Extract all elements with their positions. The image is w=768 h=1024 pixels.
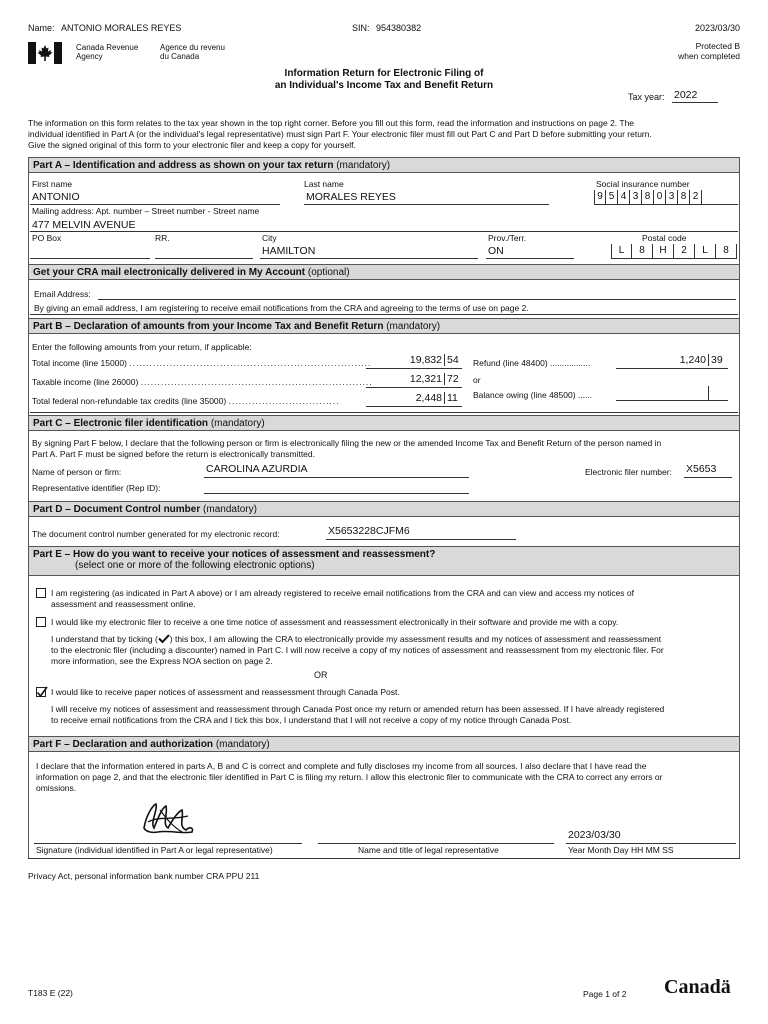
credits-label: Total federal non-refundable tax credits (line 35000) ................................. <box>32 396 340 406</box>
tax-year-value: 2022 <box>674 89 698 101</box>
part-b-bottom <box>30 412 738 413</box>
part-f-text <box>36 761 736 794</box>
postal-cells <box>611 244 737 258</box>
option-paper-note <box>51 704 739 726</box>
postal-char: L <box>695 244 716 258</box>
myaccount-divider <box>30 314 738 315</box>
prov-label: Prov./Terr. <box>488 233 527 243</box>
refund-dollars: 1,240 <box>679 354 706 366</box>
part-e-heading <box>28 546 740 576</box>
sin-digit: 5 <box>606 190 618 204</box>
taxable-income-label: Taxable income (line 26000) ..................................................................... <box>32 377 373 387</box>
name-title-label: Name and title of legal representative <box>358 845 499 855</box>
part-c-line1: By signing Part F below, I declare that the following person or firm is electronically filing the new or the amended Income Tax and Benefit Return of the person named in <box>32 438 662 448</box>
dcn-underline <box>326 539 516 540</box>
protected-line2: when completed <box>678 51 740 61</box>
canada-flag-icon <box>28 42 62 64</box>
rep-id-label: Representative identifier (Rep ID): <box>32 483 161 493</box>
total-income-label: Total income (line 15000) ........................................................................ <box>32 358 372 368</box>
form-bottom-border <box>28 858 740 859</box>
postal-char: H <box>653 244 674 258</box>
part-f-line2: information on page 2, and that the electronic filer identified in Part C is filing my return. I allow this electronic filer to communicate with the CRA to correct any errors or <box>36 772 663 782</box>
sin-digit: 3 <box>666 190 678 204</box>
sin-digit: 4 <box>618 190 630 204</box>
taxable-income-text: Taxable income (line 26000) <box>32 377 139 387</box>
sin-digit: 2 <box>690 190 702 204</box>
person-label: Name of person or firm: <box>32 467 122 477</box>
header-sin-value: 954380382 <box>376 23 422 33</box>
option2-note-1b: ) this box, I am allowing the CRA to electronically provide my assessment results and my notices of assessment and reassessment <box>169 634 662 644</box>
last-name-label: Last name <box>304 179 344 189</box>
refund-label: Refund (line 48400) ................. <box>473 358 591 368</box>
or-label: or <box>473 375 481 385</box>
email-note: By giving an email address, I am registering to receive email notifications from the CRA and agreeing to the terms of use on page 2. <box>34 303 529 313</box>
prov-underline <box>486 258 574 259</box>
option-email-notices-text <box>51 588 739 610</box>
taxable-income-underline <box>366 387 462 388</box>
sin-underline <box>594 204 738 205</box>
header-sin <box>352 23 421 33</box>
person-underline <box>204 477 469 478</box>
credits-text: Total federal non-refundable tax credits (line 35000) <box>32 396 227 406</box>
city-label: City <box>262 233 277 243</box>
part-e-subtitle: (select one or more of the following electronic options) <box>75 560 315 571</box>
option3-note-line1: I will receive my notices of assessment and reassessment through Canada Post once my return or amended return has been assessed. If I have already registered <box>51 704 665 714</box>
protected-line1: Protected B <box>695 41 740 51</box>
agency-fr-line2: du Canada <box>160 52 200 61</box>
rep-id-underline <box>204 493 469 494</box>
part-f-line3: omissions. <box>36 783 77 793</box>
tax-year-label: Tax year: <box>628 92 665 102</box>
part-b-heading <box>28 318 740 334</box>
header-name-label: Name: <box>28 23 55 33</box>
date-format-label: Year Month Day HH MM SS <box>568 845 674 855</box>
part-b-mandatory: (mandatory) <box>386 321 441 332</box>
efiler-label: Electronic filer number: <box>585 467 672 477</box>
prov-value: ON <box>488 245 504 257</box>
option2-note-line1 <box>51 634 739 645</box>
part-c-title: Part C – Electronic filer identification <box>33 418 209 429</box>
signature-image <box>138 798 198 840</box>
part-d-mandatory: (mandatory) <box>203 504 257 515</box>
sin-cells <box>594 190 702 204</box>
part-e-title: Part E – How do you want to receive your notices of assessment and reassessment? <box>33 549 436 560</box>
first-name-underline <box>30 204 280 205</box>
option-efiler-notice-checkbox[interactable] <box>36 617 46 627</box>
credits-underline <box>366 406 462 407</box>
sin-digit: 8 <box>678 190 690 204</box>
refund-text: Refund (line 48400) <box>473 358 548 368</box>
total-income-cents: 54 <box>444 354 459 366</box>
credits-cents: 11 <box>444 392 458 404</box>
option1-line2: assessment and reassessment online. <box>51 599 196 609</box>
part-b-intro: Enter the following amounts from your return, if applicable: <box>32 342 252 352</box>
header-date: 2023/03/30 <box>694 23 740 33</box>
protected-b-label <box>678 41 740 61</box>
option-paper-notices-checkbox[interactable] <box>36 687 46 697</box>
person-value: CAROLINA AZURDIA <box>206 463 308 475</box>
postal-char: 8 <box>716 244 737 258</box>
taxable-income-cents: 72 <box>444 373 459 385</box>
sin-digit: 8 <box>642 190 654 204</box>
agency-name-en <box>76 43 138 61</box>
part-f-mandatory: (mandatory) <box>215 739 270 750</box>
postal-label: Postal code <box>642 233 687 243</box>
intro-line2: individual identified in Part A (or the individual's legal representative) must sign Part F. Your electronic filer must fill out Part C and Part D before submitting your return. <box>28 129 652 139</box>
header-sin-label: SIN: <box>352 23 370 33</box>
part-b-title: Part B – Declaration of amounts from your Income Tax and Benefit Return <box>33 321 384 332</box>
option-paper-notices-text: I would like to receive paper notices of assessment and reassessment through Canada Post. <box>51 687 400 697</box>
balance-underline <box>616 400 728 401</box>
rr-label: RR. <box>155 233 170 243</box>
name-title-line <box>318 843 554 844</box>
city-underline <box>260 258 478 259</box>
balance-cents-divider <box>708 386 709 400</box>
total-income-underline <box>366 368 462 369</box>
date-line <box>566 843 736 844</box>
privacy-act-note: Privacy Act, personal information bank number CRA PPU 211 <box>28 871 260 881</box>
postal-char: L <box>611 244 632 258</box>
balance-text: Balance owing (line 48500) <box>473 390 576 400</box>
or-separator: OR <box>314 670 328 680</box>
option2-note-line2: to the electronic filer (including a discounter) named in Part C. I will now receive a copy of my notices of assessment and reassessment from my electronic filer. For <box>51 645 664 655</box>
agency-fr-line1: Agence du revenu <box>160 43 225 52</box>
part-a-heading <box>28 157 740 173</box>
tax-year-underline <box>672 102 718 103</box>
part-f-title: Part F – Declaration and authorization <box>33 739 214 750</box>
header-name <box>28 23 181 33</box>
part-f-line1: I declare that the information entered in parts A, B and C is correct and complete and fully discloses my income from all sources. I also declare that I have read the <box>36 761 647 771</box>
mailing-value: 477 MELVIN AVENUE <box>32 219 136 231</box>
option-efiler-notice-text: I would like my electronic filer to receive a one time notice of assessment and reassessment electronically in their software and provide me with a copy. <box>51 617 619 627</box>
part-c-heading <box>28 415 740 431</box>
part-c-text <box>32 438 738 460</box>
part-c-mandatory: (mandatory) <box>210 418 265 429</box>
city-value: HAMILTON <box>262 245 316 257</box>
option2-note-line3: more information, see the Express NOA section on page 2. <box>51 656 273 666</box>
postal-char: 8 <box>632 244 653 258</box>
option-email-notices-checkbox[interactable] <box>36 588 46 598</box>
refund-cents: 39 <box>708 354 723 366</box>
first-name-value: ANTONIO <box>32 191 80 203</box>
signature-date-value: 2023/03/30 <box>568 829 621 841</box>
sin-label: Social insurance number <box>596 179 690 189</box>
signature-label: Signature (individual identified in Part A or legal representative) <box>36 845 273 855</box>
page-number: Page 1 of 2 <box>583 989 627 999</box>
dcn-label: The document control number generated for my electronic record: <box>32 529 280 539</box>
part-c-line2: Part A. Part F must be signed before the return is electronically transmitted. <box>32 449 315 459</box>
sin-digit: 9 <box>594 190 606 204</box>
efiler-value: X5653 <box>686 463 717 475</box>
balance-label: Balance owing (line 48500) ...... <box>473 390 593 400</box>
intro-text <box>28 118 748 151</box>
part-d-title: Part D – Document Control number <box>33 504 201 515</box>
agency-en-line2: Agency <box>76 52 103 61</box>
total-income-text: Total income (line 15000) <box>32 358 127 368</box>
option-efiler-note <box>51 634 739 667</box>
dcn-value: X5653228CJFM6 <box>328 525 410 537</box>
agency-en-line1: Canada Revenue <box>76 43 139 52</box>
part-d-heading <box>28 501 740 517</box>
sin-digit: 3 <box>630 190 642 204</box>
canada-wordmark: Canadä <box>664 976 731 998</box>
efiler-underline <box>684 477 732 478</box>
postal-char: 2 <box>674 244 695 258</box>
sin-digit: 0 <box>654 190 666 204</box>
form-title-line1: Information Return for Electronic Filing of <box>284 68 484 79</box>
intro-line1: The information on this form relates to the tax year shown in the top right corner. Before you fill out this form, read the information and instructions on page 2. The <box>28 118 635 128</box>
header-name-value: ANTONIO MORALES REYES <box>61 23 182 33</box>
option2-note-1a: I understand that by ticking ( <box>51 634 158 644</box>
last-name-value: MORALES REYES <box>306 191 396 203</box>
email-input-line <box>98 299 736 300</box>
myaccount-optional: (optional) <box>307 267 350 278</box>
mailing-underline <box>30 231 738 232</box>
postal-underline <box>611 258 737 259</box>
agency-name-fr <box>160 43 225 61</box>
intro-line3: Give the signed original of this form to your electronic filer and keep a copy for yourself. <box>28 140 356 150</box>
checkmark-icon <box>158 634 170 643</box>
part-a-mandatory: (mandatory) <box>336 160 391 171</box>
signature-line <box>34 843 302 844</box>
checkmark-icon <box>36 686 48 698</box>
myaccount-heading <box>28 264 740 280</box>
part-a-title: Part A – Identification and address as shown on your tax return <box>33 160 334 171</box>
part-f-heading <box>28 736 740 752</box>
credits-dollars: 2,448 <box>415 392 442 404</box>
total-income-dollars: 19,832 <box>409 354 442 366</box>
po-box-underline <box>30 258 150 259</box>
first-name-label: First name <box>32 179 73 189</box>
taxable-income-dollars: 12,321 <box>409 373 442 385</box>
option3-note-line2: to receive email notifications from the CRA and I tick this box, I understand that I will not receive a copy of my notice through Canada Post. <box>51 715 572 725</box>
form-code: T183 E (22) <box>28 988 73 998</box>
po-box-label: PO Box <box>32 233 62 243</box>
myaccount-title: Get your CRA mail electronically delivered in My Account <box>33 267 306 278</box>
mailing-label: Mailing address: Apt. number – Street number - Street name <box>32 206 260 216</box>
email-label: Email Address: <box>34 289 91 299</box>
option1-line1: I am registering (as indicated in Part A above) or I am already registered to receive email notifications from the CRA and can view and access my notices of <box>51 588 635 598</box>
refund-underline <box>616 368 728 369</box>
form-title-line2: an Individual's Income Tax and Benefit Return <box>274 80 494 91</box>
rr-underline <box>155 258 253 259</box>
last-name-underline <box>304 204 549 205</box>
